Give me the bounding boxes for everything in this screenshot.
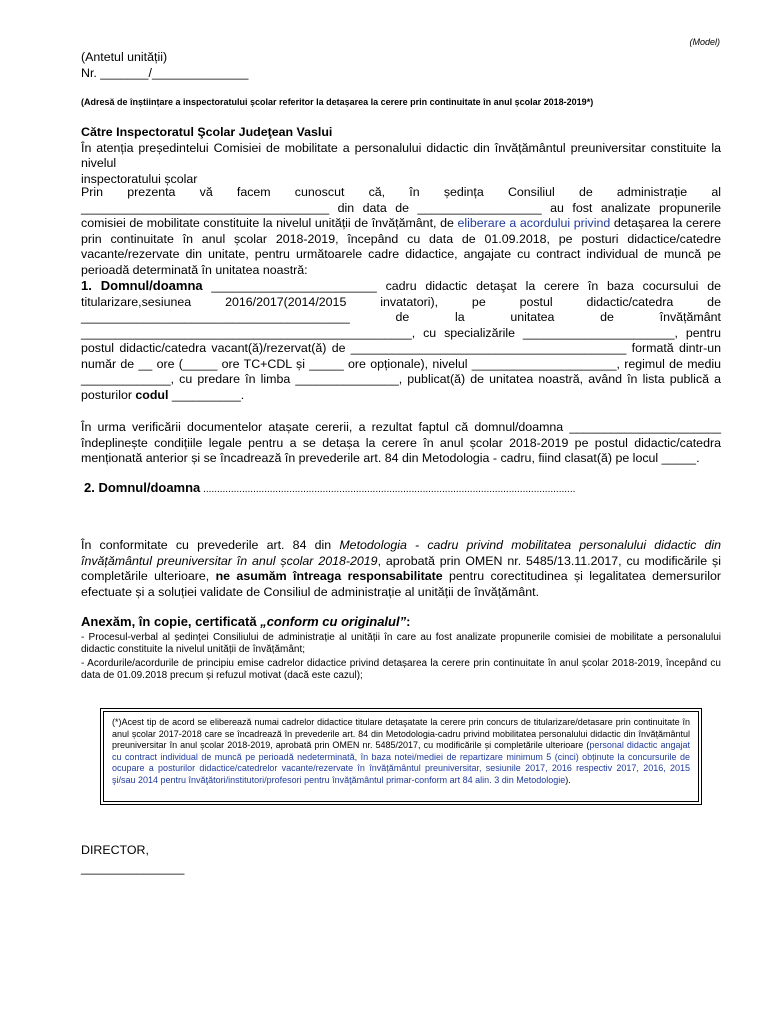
recipient-title: Către Inspectoratul Şcolar Judeţean Vaslui	[81, 125, 333, 139]
teacher-1-line-3	[81, 310, 721, 326]
document-header	[81, 50, 721, 81]
intro-paragraph	[81, 185, 721, 278]
teacher-1-word: la	[454, 310, 465, 324]
teacher-1-word: _______________________________________	[81, 310, 350, 324]
conformity-text-2: , aprobată prin OMEN nr. 5485/13.11.2017, cu modificările și completările ulterioare,	[81, 553, 721, 583]
director-label: DIRECTOR,	[81, 843, 149, 857]
teacher-1-word: didactic/catedra	[586, 294, 674, 309]
teacher-1-word: unitatea	[510, 310, 555, 324]
teacher-1-label: 1. Domnul/doamna	[81, 278, 203, 293]
teacher-2-dots: ......................................................................................................................................	[200, 484, 576, 495]
address-note: (Adresă de înștiințare a inspectoratului școlar referitor la detașarea la cerere prin continuitate în anul școlar 2018-2019*)	[81, 97, 594, 107]
footnote-box	[103, 711, 699, 802]
teacher-1-word: pe	[471, 294, 486, 309]
annex-item-2: - Acordurile/acordurile de principiu emise cadrelor didactice privind detașarea la cerere prin continuitate în anul școlar 2018-2019, începând cu data de 01.09.2018 precum și refuzul motivat (dacă este cazul);	[81, 657, 721, 682]
conformity-text-1: În conformitate cu prevederile art. 84 din	[81, 538, 340, 552]
annex-title-italic: „conform cu originalul”	[260, 614, 407, 629]
teacher-1-word: de	[395, 310, 410, 324]
verification-paragraph: În urma verificării documentelor atașate cererii, a rezultat faptul că domnul/doamna ______________________ îndeplinește condițiile legale pentru a se detașa la cerere în anul școlar 2018-2019 pe postul didactic/catedra menționată anterior și se încadrează în prevederile art. 84 din Metodologia - cadru, fiind clasat(ă) pe locul _____.	[81, 420, 721, 465]
teacher-1-line-2	[81, 295, 721, 311]
teacher-1-tail: __________.	[168, 387, 245, 402]
recipient-block	[81, 125, 721, 187]
signature-block	[81, 843, 721, 876]
intro-text-1: Prin prezenta vă facem cunoscut că, în ședința Consiliul de administrație al ____________________________________ din data de __________________ au fost analizate propunerile comisiei de mobilitate constituite la nivelul unității de învățământ, de	[81, 185, 721, 230]
conformity-paragraph	[81, 538, 721, 600]
teacher-1-word: învățământ	[659, 310, 721, 324]
teacher-1-codul: codul	[135, 387, 169, 402]
annex-block	[81, 614, 721, 683]
teacher-1-word: titularizare,sesiunea	[81, 294, 192, 309]
teacher-1-block	[81, 278, 721, 403]
teacher-2-line	[81, 480, 721, 497]
antet-unitate: (Antetul unității)	[81, 50, 168, 64]
footnote-highlight: personal didactic angajat cu contract individual de muncă pe perioadă nedeterminată, în baza notei/mediei de repartizare minimum 5 (cinci) obținute la concursurile de ocupare a posturilor didactice/catedrelor vacante/rezervate în învățământul preuniversitar, sesiunile 2017, 2016 respectiv 2017, 2016, 2015 şi/sau 2014 pentru învăţători/institutori/profesori pentru învăţământul primar-conform art 84 alin. 3 din Metodologie	[112, 740, 690, 785]
annex-title	[81, 614, 721, 630]
teacher-1-word: postul	[519, 294, 553, 309]
signature-line: _______________	[81, 860, 185, 875]
annex-item-1: - Procesul-verbal al ședinței Consiliului de administrație al unității în care au fost analizate propunerile comisiei de mobilitate a personalului didactic constituite la nivelul unității de învățământ;	[81, 631, 721, 656]
footnote-text-2: ).	[565, 774, 571, 785]
conformity-metodologie: Metodologia - cadru privind mobilitatea personalului didactic din învățământul preuniversitar în anul școlar 2018-2019	[81, 538, 722, 568]
teacher-1-word: 2016/2017(2014/2015	[225, 294, 347, 309]
conformity-text-3: pentru corectitudinea și legalitatea demersurilor efectuate și a soluției validate de Consiliul de administrație al unității de învățământ.	[81, 569, 721, 599]
teacher-1-word: invatatori),	[380, 294, 439, 309]
model-label: (Model)	[689, 37, 720, 47]
recipient-attention-end: inspectoratului școlar	[81, 171, 198, 186]
intro-highlight: eliberare a acordului privind	[457, 216, 611, 230]
recipient-attention: În atenția președintelui Comisiei de mobilitate a personalului didactic din învățământul preuniversitar constituite la nivelul	[81, 140, 721, 170]
teacher-1-details-text: ________________________________________________, cu specializările ______________________, pentru postul didactic/catedra vacant(ă)/rezervat(ă) de ________________________________________ formată dintr-un număr de __ ore (_____ ore TC+CDL și _____ ore opționale), nivelul _____________________, regimul de mediu _____________, cu predare în limba _______________, publicat(ă) de unitatea noastră, având în lista publică a posturilor	[81, 325, 721, 402]
teacher-1-word: de	[707, 294, 721, 309]
annex-title-text: Anexăm, în copie, certificată	[81, 614, 261, 629]
intro-text-2: detașarea la cerere prin continuitate în anul școlar 2018-2019, începând cu data de 01.09.2018, pe posturi didactice/catedre vacante/rezervate din unitate, pentru următoarele cadre didactice, angajate cu contract individual de muncă pe perioadă determinată în unitatea noastră:	[81, 216, 722, 277]
registration-number: Nr. _______/______________	[81, 65, 249, 80]
teacher-1-line-1	[81, 278, 721, 295]
teacher-1-text: ________________________ cadru didactic detaşat la cerere în baza cocursului de	[202, 279, 722, 293]
teacher-1-word: de	[600, 310, 614, 324]
teacher-1-details	[81, 326, 721, 404]
conformity-bold: ne asumăm întreaga responsabilitate	[215, 569, 443, 583]
teacher-2-label: 2. Domnul/doamna	[84, 480, 201, 495]
footnote-text-1: (*)Acest tip de acord se eliberează numai cadrelor didactice titulare detaşatate la cerere prin concurs de titularizare/detasare prin continuitate în anul școlar 2017-2018 care se încadrează în prevederile art. 84 din Metodologia-cadru privind mobilitatea personalului didactic din învățământul preuniversitar în anul școlar 2018-2019, aprobată prin OMEN nr. 5485/2017, cu modificările și completările ulterioare (	[112, 717, 690, 750]
annex-title-colon: :	[406, 614, 411, 629]
